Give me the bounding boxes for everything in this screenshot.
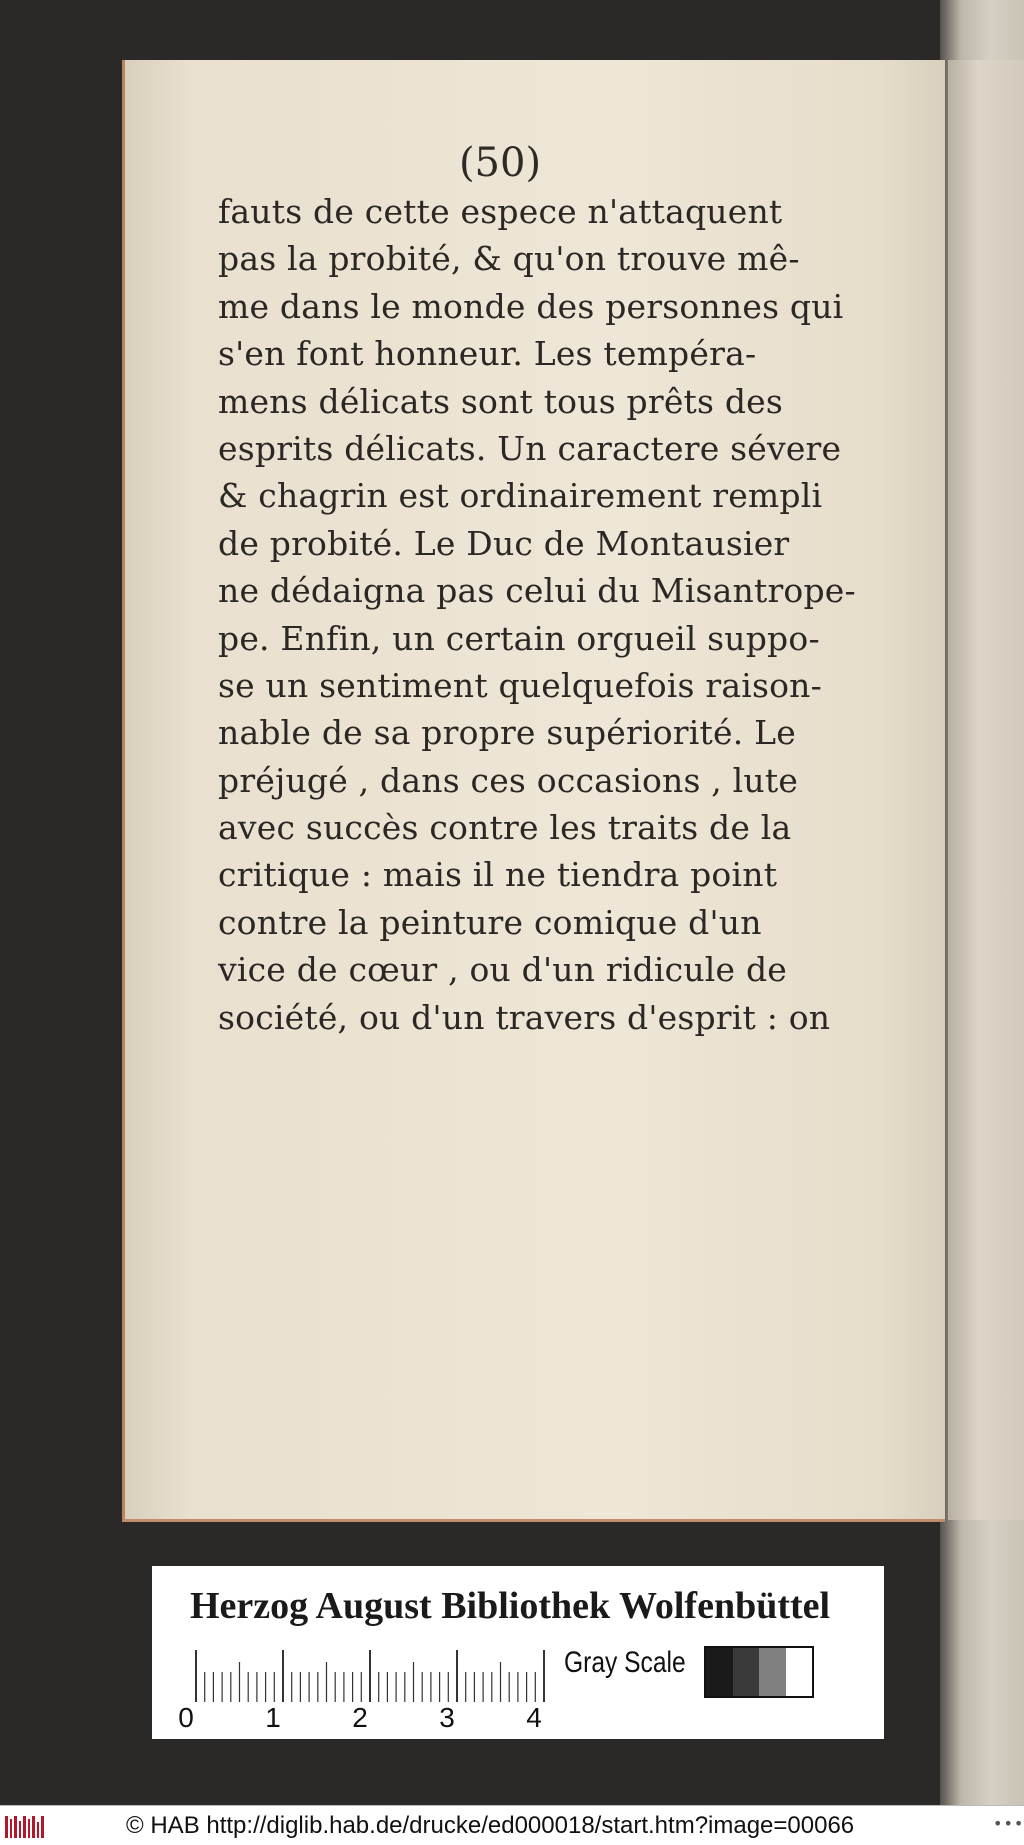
ruler-scale (194, 1648, 554, 1702)
gray-swatch (786, 1648, 813, 1696)
text-line: critique : mais il ne tiendra point (218, 855, 778, 895)
text-line: ne dédaigna pas celui du Misantrope- (218, 571, 856, 611)
text-line: vice de cœur , ou d'un ridicule de (218, 950, 788, 990)
gray-scale-swatches (704, 1646, 814, 1698)
ellipsis-icon[interactable]: ••• (993, 1814, 1024, 1833)
text-line: nable de sa propre supériorité. Le (218, 713, 796, 753)
page-text-body (218, 188, 856, 1041)
ruler-number: 4 (526, 1702, 542, 1733)
text-line: avec succès contre les traits de la (218, 808, 792, 848)
ruler-number: 0 (178, 1702, 194, 1733)
text-line: pe. Enfin, un certain orgueil suppo- (218, 618, 820, 658)
text-line: de probité. Le Duc de Montausier (218, 523, 790, 563)
gray-swatch (733, 1648, 760, 1696)
footer-bar (0, 1805, 1024, 1845)
gray-swatch (706, 1648, 733, 1696)
hab-barcode-logo-icon (4, 1814, 48, 1840)
text-line: pas la probité, & qu'on trouve mê- (218, 239, 800, 279)
text-line: se un sentiment quelquefois raison- (218, 665, 822, 705)
text-line: fauts de cette espece n'attaquent (218, 192, 783, 231)
ruler-number: 2 (352, 1702, 368, 1733)
text-line: mens délicats sont tous prêts des (218, 381, 784, 421)
text-line: préjugé , dans ces occasions , lute (218, 760, 799, 800)
text-line: contre la peinture comique d'un (218, 902, 762, 942)
gray-scale-label: Gray Scale (564, 1646, 686, 1679)
ruler-numbers (178, 1702, 586, 1736)
text-line: & chagrin est ordinairement rempli (218, 476, 823, 516)
footer-copyright-url[interactable]: © HAB http://diglib.hab.de/drucke/ed000018/start.htm?image=00066 (126, 1812, 855, 1839)
adjacent-page-edge (948, 60, 1024, 1520)
library-color-card (152, 1566, 884, 1739)
gray-swatch (759, 1648, 786, 1696)
library-name: Herzog August Bibliothek Wolfenbüttel (190, 1585, 831, 1627)
text-line: me dans le monde des personnes qui (218, 286, 844, 326)
page-number: (50) (458, 140, 542, 186)
text-line: s'en font honneur. Les tempéra- (218, 334, 757, 374)
ruler-number: 1 (265, 1702, 281, 1733)
text-line: société, ou d'un travers d'esprit : on (218, 997, 831, 1037)
ruler-number: 3 (439, 1702, 455, 1733)
text-line: esprits délicats. Un caractere sévere (218, 428, 842, 468)
